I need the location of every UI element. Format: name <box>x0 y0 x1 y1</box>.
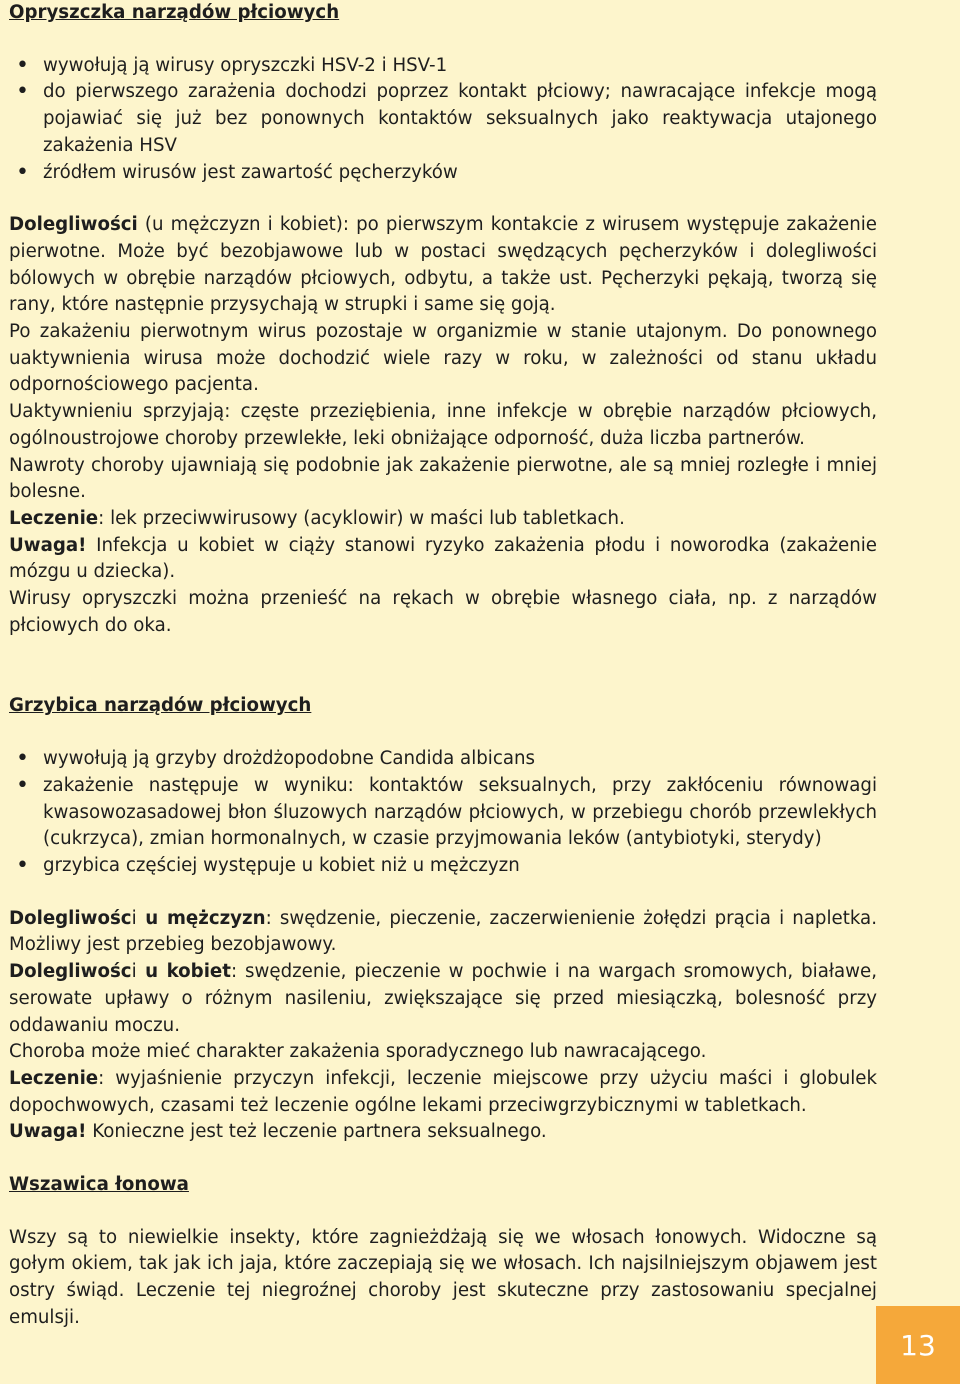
treatment-text: : wyjaśnienie przyczyn infekcji, leczenie miejscowe przy użyciu maści i globulek dopochwowych, czasami też leczenie ogólne lekami przeciwgrzybicznymi w tabletkach. <box>9 1067 877 1116</box>
page-number-badge: 13 <box>876 1306 960 1384</box>
list-item: • grzybica częściej występuje u kobiet niż u mężczyzn <box>9 853 877 880</box>
women-label-part: u kobiet <box>136 961 231 983</box>
herpes-symptoms <box>9 212 877 319</box>
herpes-treatment <box>9 506 877 533</box>
candida-character-paragraph: Choroba może mieć charakter zakażenia sporadycznego lub nawracającego. <box>9 1041 707 1063</box>
herpes-bullet-list <box>9 53 877 187</box>
warning-text: Infekcja u kobiet w ciąży stanowi ryzyko zakażenia płodu i noworodka (zakażenie mózgu u dziecka). <box>9 534 877 583</box>
treatment-label: Leczenie <box>9 507 99 529</box>
section-title-lice: Wszawica łonowa <box>9 1174 189 1196</box>
section-title-herpes: Opryszczka narządów płciowych <box>9 2 340 23</box>
section-title-candida: Grzybica narządów płciowych <box>9 695 312 717</box>
list-item: • źródłem wirusów jest zawartość pęcherzyków <box>9 160 877 187</box>
candida-warning <box>9 1119 877 1146</box>
list-item: • wywołują ją grzyby drożdżopodobne Candida albicans <box>9 746 877 773</box>
warning-label: Uwaga! <box>9 1121 87 1143</box>
herpes-latent-paragraph: Po zakażeniu pierwotnym wirus pozostaje w organizmie w stanie utajonym. Do ponownego uaktywnienia wirusa może dochodzić wiele razy w roku, w zależności od stanu układu odpornościowego pacjenta. <box>9 321 877 396</box>
list-item: • wywołują ją wirusy opryszczki HSV-2 i HSV-1 <box>9 53 877 80</box>
women-label-part: i <box>131 961 137 983</box>
candida-treatment <box>9 1066 877 1119</box>
candida-women-symptoms <box>9 959 877 1039</box>
men-label-part: Dolegliwośc <box>9 907 132 929</box>
women-symptoms-text: : swędzenie, pieczenie w pochwie i na wargach sromowych, białawe, serowate upławy o różnym nasileniu, zwiększające się przed miesiączką, bolesność przy oddawaniu moczu. <box>9 961 877 1036</box>
treatment-text: : lek przeciwwirusowy (acyklowir) w maści lub tabletkach. <box>98 507 625 529</box>
herpes-warning <box>9 533 877 586</box>
list-item: • do pierwszego zarażenia dochodzi poprzez kontakt płciowy; nawracające infekcje mogą pojawiać się już bez ponownych kontaktów seksualnych jako reaktywacja utajonego zakażenia HSV <box>9 79 877 159</box>
symptoms-text: (u mężczyzn i kobiet): po pierwszym kontakcie z wirusem występuje zakażenie pierwotne. Może być bezobjawowe lub w postaci swędzących pęcherzyków i dolegliwości bólowych w obrębie narządów płciowych, odbytu, a także ust. Pęcherzyki pękają, tworzą się rany, które następnie przysychają w strupki i same się goją. <box>9 214 877 316</box>
herpes-transfer-paragraph: Wirusy opryszczki można przenieść na rękach w obrębie własnego ciała, np. z narządów płciowych do oka. <box>9 588 877 636</box>
women-label-part: Dolegliwośc <box>9 961 132 983</box>
page-content <box>9 0 877 1332</box>
candida-men-symptoms <box>9 906 877 959</box>
warning-label: Uwaga! <box>9 534 87 556</box>
symptoms-label: Dolegliwości <box>9 214 138 236</box>
men-symptoms-text: : swędzenie, pieczenie, zaczerwienienie żołędzi prącia i napletka. Możliwy jest przebieg bezobjawowy. <box>9 907 877 956</box>
treatment-label: Leczenie <box>9 1067 99 1089</box>
herpes-factors-paragraph: Uaktywnieniu sprzyjają: częste przeziębienia, inne infekcje w obrębie narządów płciowych, ogólnoustrojowe choroby przewlekłe, leki obniżające odporność, duża liczba partnerów. <box>9 401 877 449</box>
warning-text: Konieczne jest też leczenie partnera seksualnego. <box>86 1121 547 1143</box>
candida-bullet-list <box>9 746 877 880</box>
herpes-relapse-paragraph: Nawroty choroby ujawniają się podobnie jak zakażenie pierwotne, ale są mniej rozległe i mniej bolesne. <box>9 454 877 503</box>
men-label-part: u mężczyzn <box>136 907 266 929</box>
lice-paragraph: Wszy są to niewielkie insekty, które zagnieżdżają się we włosach łonowych. Widoczne są gołym okiem, tak jak ich jaja, które zaczepiają się we włosach. Ich najsilniejszym objawem jest ostry świąd. Leczenie tej niegroźnej choroby jest skuteczne przy zastosowaniu specjalnej emulsji. <box>9 1226 877 1328</box>
list-item: • zakażenie następuje w wyniku: kontaktów seksualnych, przy zakłóceniu równowagi kwasowozasadowej błon śluzowych narządów płciowych, w przebiegu chorób przewlekłych (cukrzyca), zmian hormonalnych, w czasie przyjmowania leków (antybiotyki, sterydy) <box>9 773 877 853</box>
men-label-part: i <box>131 907 137 929</box>
